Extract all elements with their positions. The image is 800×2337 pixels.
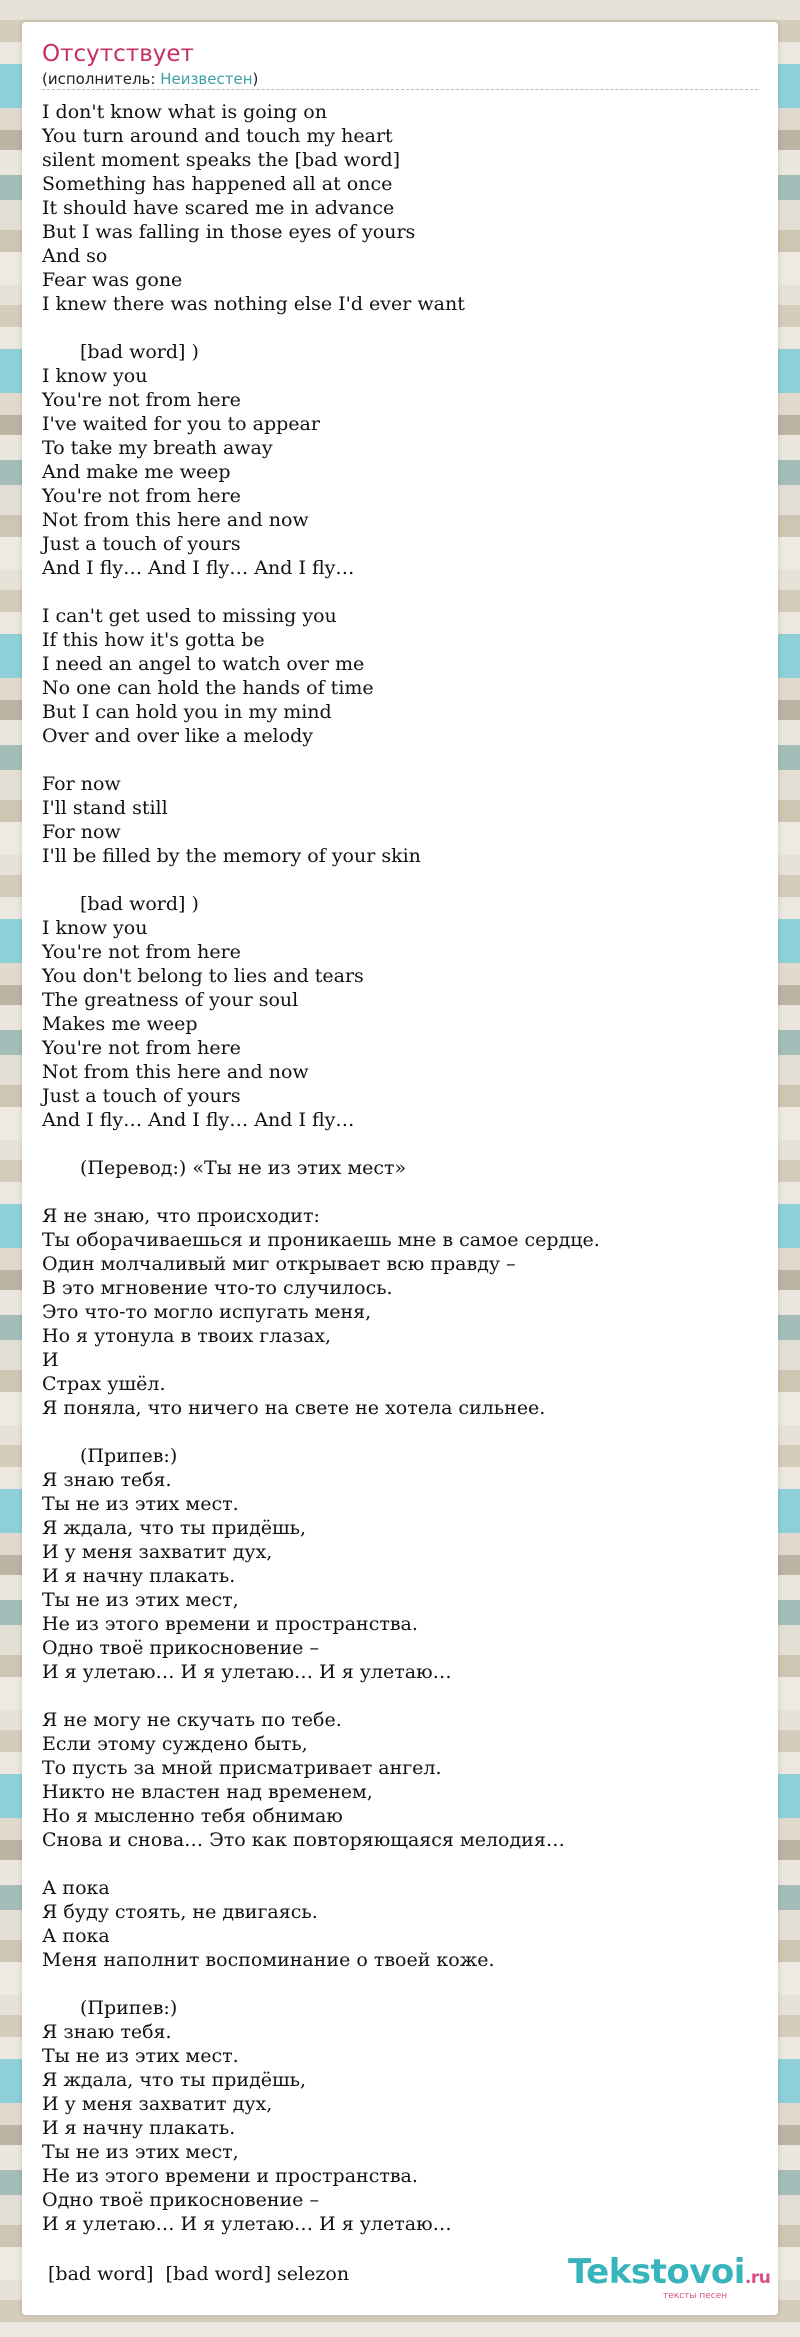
lyric-line: The greatness of your soul — [42, 989, 299, 1011]
lyric-line: I've waited for you to appear — [42, 413, 320, 435]
artist-prefix: (исполнитель: — [42, 70, 161, 88]
artist-link[interactable]: Неизвестен — [160, 70, 253, 88]
lyric-line: И — [42, 1349, 59, 1371]
lyric-line: Ты оборачиваешься и проникаешь мне в самое сердце. — [42, 1229, 600, 1251]
lyrics-text — [42, 100, 762, 2236]
lyric-line — [42, 580, 762, 604]
lyric-line: Just a touch of yours — [42, 533, 241, 555]
lyric-line: Не из этого времени и пространства. — [42, 1613, 418, 1635]
lyric-line: Ты не из этих мест, — [42, 1589, 239, 1611]
lyric-line: То пусть за мной присматривает ангел. — [42, 1757, 442, 1779]
lyric-line: For now — [42, 773, 121, 795]
lyric-line: Никто не властен над временем, — [42, 1781, 373, 1803]
lyric-line: I know you — [42, 365, 148, 387]
lyric-line: Я ждала, что ты придёшь, — [42, 2069, 307, 2091]
lyric-line — [42, 1132, 762, 1156]
lyric-line: Но я мысленно тебя обнимаю — [42, 1805, 343, 1827]
lyric-line: Не из этого времени и пространства. — [42, 2165, 418, 2187]
lyric-line — [42, 316, 762, 340]
lyric-line: You turn around and touch my heart — [42, 125, 393, 147]
lyric-line: If this how it's gotta be — [42, 629, 265, 651]
lyric-line: Я поняла, что ничего на свете не хотела сильнее. — [42, 1397, 546, 1419]
lyric-line: Одно твоё прикосновение – — [42, 1637, 319, 1659]
lyric-line — [42, 1684, 762, 1708]
lyric-line: For now — [42, 821, 121, 843]
lyric-line: silent moment speaks the [bad word] — [42, 149, 401, 171]
lyric-line: [bad word] ) — [80, 893, 199, 915]
artist-suffix: ) — [252, 70, 259, 88]
lyric-line: Я знаю тебя. — [42, 2021, 172, 2043]
lyric-line: And I fly… And I fly… And I fly… — [42, 557, 355, 579]
lyric-line: Одно твоё прикосновение – — [42, 2189, 319, 2211]
lyric-line: I knew there was nothing else I'd ever want — [42, 293, 465, 315]
lyric-line: Not from this here and now — [42, 509, 309, 531]
lyric-line: To take my breath away — [42, 437, 273, 459]
credits: [bad word] [bad word] selezon — [48, 2263, 350, 2285]
lyric-line — [42, 868, 762, 892]
lyric-line: (Перевод:) «Ты не из этих мест» — [80, 1157, 407, 1179]
lyric-line — [42, 1180, 762, 1204]
lyric-line: Если этому суждено быть, — [42, 1733, 308, 1755]
lyric-line: [bad word] ) — [80, 341, 199, 363]
lyric-line: Makes me weep — [42, 1013, 198, 1035]
lyric-line: Not from this here and now — [42, 1061, 309, 1083]
lyric-line: Something has happened all at once — [42, 173, 393, 195]
lyric-line: Но я утонула в твоих глазах, — [42, 1325, 332, 1347]
lyric-line: А пока — [42, 1877, 110, 1899]
lyric-line: You don't belong to lies and tears — [42, 965, 364, 987]
lyric-line — [42, 1852, 762, 1876]
lyric-line: Снова и снова… Это как повторяющаяся мелодия… — [42, 1829, 565, 1851]
lyric-line: Over and over like a melody — [42, 725, 313, 747]
title-divider — [42, 89, 758, 90]
lyric-line: (Припев:) — [80, 1445, 178, 1467]
lyric-line: (Припев:) — [80, 1997, 178, 2019]
lyric-line: Я не могу не скучать по тебе. — [42, 1709, 342, 1731]
lyric-line: В это мгновение что-то случилось. — [42, 1277, 393, 1299]
lyric-line: Это что-то могло испугать меня, — [42, 1301, 372, 1323]
lyric-line: Меня наполнит воспоминание о твоей коже. — [42, 1949, 495, 1971]
lyric-line: You're not from here — [42, 941, 241, 963]
lyric-line: And so — [42, 245, 108, 267]
lyric-line: Ты не из этих мест. — [42, 2045, 239, 2067]
lyric-line: But I was falling in those eyes of yours — [42, 221, 416, 243]
lyric-line: You're not from here — [42, 389, 241, 411]
lyric-line: И у меня захватит дух, — [42, 1541, 273, 1563]
lyric-line: I'll stand still — [42, 797, 168, 819]
lyric-line: I can't get used to missing you — [42, 605, 337, 627]
lyric-line: Один молчаливый миг открывает всю правду – — [42, 1253, 516, 1275]
lyric-line: И я начну плакать. — [42, 1565, 236, 1587]
lyric-line: Ты не из этих мест. — [42, 1493, 239, 1515]
lyric-line: И я улетаю… И я улетаю… И я улетаю… — [42, 2213, 452, 2235]
lyric-line: You're not from here — [42, 485, 241, 507]
lyric-line — [42, 1420, 762, 1444]
lyric-line: I need an angel to watch over me — [42, 653, 365, 675]
logo-tagline: тексты песен — [663, 2291, 728, 2301]
lyric-line: It should have scared me in advance — [42, 197, 395, 219]
lyric-line: Я знаю тебя. — [42, 1469, 172, 1491]
lyric-line — [42, 1972, 762, 1996]
lyric-line: I don't know what is going on — [42, 101, 327, 123]
artist-line — [42, 70, 258, 88]
lyric-line: Fear was gone — [42, 269, 183, 291]
lyric-line: А пока — [42, 1925, 110, 1947]
lyric-line: Я не знаю, что происходит: — [42, 1205, 320, 1227]
lyric-line: No one can hold the hands of time — [42, 677, 374, 699]
logo-tld: .ru — [744, 2268, 771, 2288]
lyric-line: I know you — [42, 917, 148, 939]
lyric-line: I'll be filled by the memory of your skin — [42, 845, 421, 867]
logo-name: Tekstovoi — [568, 2252, 745, 2292]
lyric-line — [42, 748, 762, 772]
tekstovoi-logo[interactable] — [568, 2252, 776, 2312]
lyric-line: And make me weep — [42, 461, 231, 483]
lyric-line: And I fly… And I fly… And I fly… — [42, 1109, 355, 1131]
lyric-line: И я улетаю… И я улетаю… И я улетаю… — [42, 1661, 452, 1683]
lyric-line: But I can hold you in my mind — [42, 701, 332, 723]
lyric-line: И у меня захватит дух, — [42, 2093, 273, 2115]
lyric-line: И я начну плакать. — [42, 2117, 236, 2139]
lyric-line: Я буду стоять, не двигаясь. — [42, 1901, 318, 1923]
lyric-line: Я ждала, что ты придёшь, — [42, 1517, 307, 1539]
lyric-line: You're not from here — [42, 1037, 241, 1059]
lyric-line: Just a touch of yours — [42, 1085, 241, 1107]
lyric-line: Страх ушёл. — [42, 1373, 166, 1395]
song-title: Отсутствует — [42, 41, 194, 67]
lyric-line: Ты не из этих мест, — [42, 2141, 239, 2163]
